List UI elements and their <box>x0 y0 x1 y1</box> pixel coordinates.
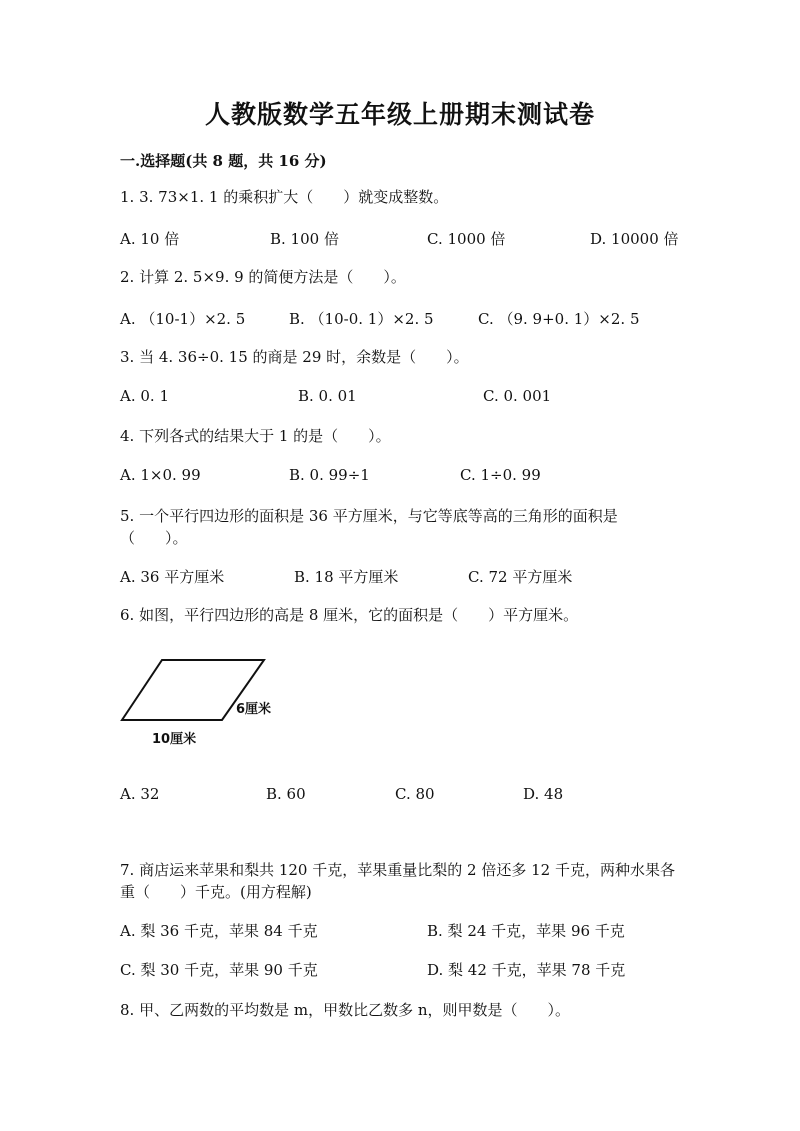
q7-option-b: B. 梨 24 千克，苹果 96 千克 <box>427 922 625 940</box>
question-5: 5. 一个平行四边形的面积是 36 平方厘米，与它等底等高的三角形的面积是（ ）。 <box>120 507 618 547</box>
q5-option-a: A. 36 平方厘米 <box>120 568 225 586</box>
question-3: 3. 当 4. 36÷0. 15 的商是 29 时，余数是（ ）。 <box>120 348 469 366</box>
q5-option-b: B. 18 平方厘米 <box>294 568 399 586</box>
q1-option-a: A. 10 倍 <box>120 230 180 248</box>
q2-option-a: A. （10-1）×2. 5 <box>120 310 246 328</box>
section-heading: 一.选择题(共 8 题，共 16 分) <box>120 152 327 170</box>
base-length-label: 10厘米 <box>152 732 197 747</box>
question-6: 6. 如图，平行四边形的高是 8 厘米，它的面积是（ ）平方厘米。 <box>120 606 579 624</box>
q5-option-c: C. 72 平方厘米 <box>468 568 573 586</box>
q1-option-c: C. 1000 倍 <box>427 230 506 248</box>
side-length-label: 6厘米 <box>236 702 272 717</box>
q6-option-b: B. 60 <box>266 785 306 803</box>
q3-option-a: A. 0. 1 <box>120 387 169 405</box>
question-4: 4. 下列各式的结果大于 1 的是（ ）。 <box>120 427 391 445</box>
parallelogram-figure <box>110 650 290 750</box>
q4-option-a: A. 1×0. 99 <box>120 466 201 484</box>
q6-option-c: C. 80 <box>395 785 435 803</box>
page-title: 人教版数学五年级上册期末测试卷 <box>204 100 595 129</box>
q2-option-c: C. （9. 9+0. 1）×2. 5 <box>478 310 640 328</box>
question-1: 1. 3. 73×1. 1 的乘积扩大（ ）就变成整数。 <box>120 188 449 206</box>
q7-option-a: A. 梨 36 千克，苹果 84 千克 <box>120 922 318 940</box>
q6-option-d: D. 48 <box>523 785 564 803</box>
q1-option-d: D. 10000 倍 <box>590 230 679 248</box>
q2-option-b: B. （10-0. 1）×2. 5 <box>289 310 434 328</box>
q7-option-d: D. 梨 42 千克，苹果 78 千克 <box>427 961 626 979</box>
q7-option-c: C. 梨 30 千克，苹果 90 千克 <box>120 961 318 979</box>
q4-option-c: C. 1÷0. 99 <box>460 466 541 484</box>
q3-option-c: C. 0. 001 <box>483 387 552 405</box>
q4-option-b: B. 0. 99÷1 <box>289 466 370 484</box>
q1-option-b: B. 100 倍 <box>270 230 339 248</box>
question-2: 2. 计算 2. 5×9. 9 的简便方法是（ ）。 <box>120 268 406 286</box>
q3-option-b: B. 0. 01 <box>298 387 357 405</box>
question-7: 7. 商店运来苹果和梨共 120 千克，苹果重量比梨的 2 倍还多 12 千克，两种水果各重（ ）千克。(用方程解) <box>120 861 675 901</box>
question-8: 8. 甲、乙两数的平均数是 m，甲数比乙数多 n，则甲数是（ ）。 <box>120 1001 571 1019</box>
q6-option-a: A. 32 <box>120 785 160 803</box>
